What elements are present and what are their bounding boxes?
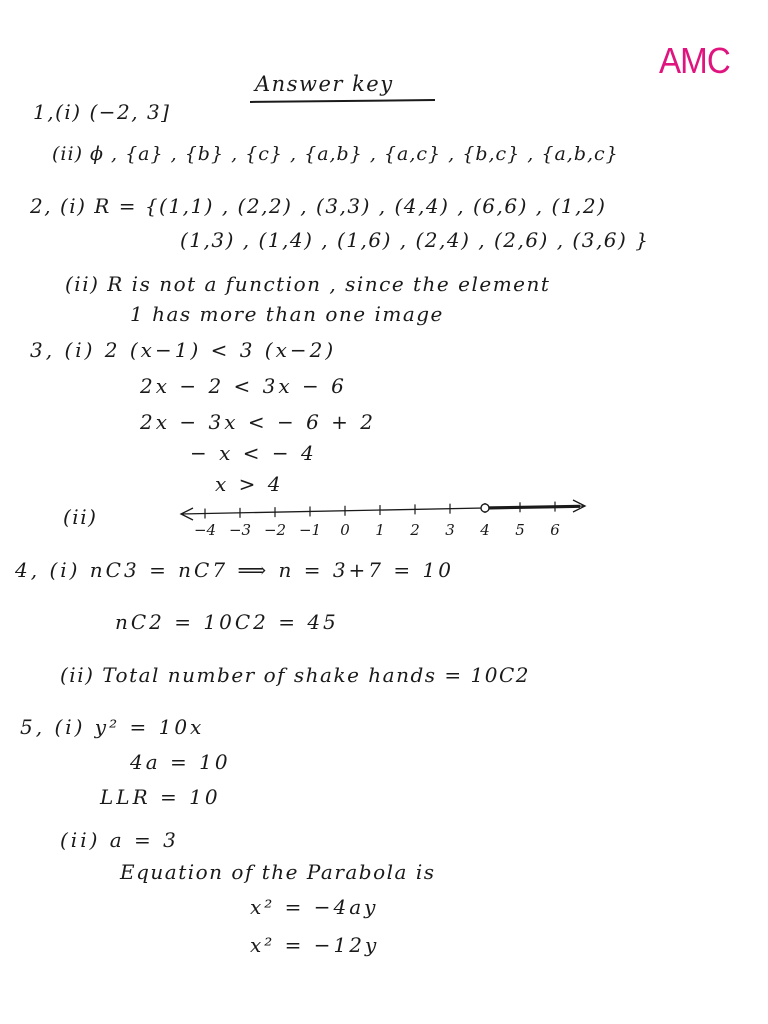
open-circle-marker [481, 504, 489, 512]
answer-5-ii-line4: x² = −12y [250, 933, 380, 957]
answer-3-ii-label: (ii) [63, 505, 98, 529]
answer-2-i-line1: 2, (i) R = {(1,1) , (2,2) , (3,3) , (4,4) , (6,6) , (1,2) [30, 194, 607, 218]
number-line-tick-label: 6 [550, 521, 560, 539]
answer-3-i-step5: x > 4 [215, 472, 284, 496]
amc-logo: AMC [659, 40, 730, 81]
number-line-tick-label: 0 [340, 521, 350, 539]
answer-2-i-line2: (1,3) , (1,4) , (1,6) , (2,4) , (2,6) , (3,6) } [180, 228, 650, 252]
number-line-tick-label: 1 [375, 521, 385, 539]
number-line-tick-label: 4 [480, 521, 490, 539]
answer-3-i-step2: 2x − 2 < 3x − 6 [140, 374, 347, 398]
answer-2-ii-line1: (ii) R is not a function , since the element [65, 272, 551, 296]
answer-4-i-line1: 4, (i) nC3 = nC7 ⟹ n = 3+7 = 10 [15, 558, 454, 582]
page-title: Answer key [255, 72, 394, 96]
answer-3-i-step1: 3, (i) 2 (x−1) < 3 (x−2) [30, 338, 337, 362]
number-line-tick-label: 3 [445, 521, 455, 539]
solution-ray [485, 506, 580, 508]
number-line-tick-label: −4 [193, 521, 217, 539]
title-underline [250, 99, 435, 102]
answer-1-i: 1,(i) (−2, 3] [33, 100, 171, 124]
answer-1-ii: (ii) ϕ , {a} , {b} , {c} , {a,b} , {a,c} , {b,c} , {a,b,c} [52, 143, 619, 165]
answer-5-i-line3: LLR = 10 [100, 785, 221, 809]
answer-4-ii: (ii) Total number of shake hands = 10C2 [60, 663, 530, 687]
answer-2-ii-line2: 1 has more than one image [130, 302, 444, 326]
number-line-tick-label: −3 [228, 521, 252, 539]
answer-4-i-line2: nC2 = 10C2 = 45 [115, 610, 339, 634]
answer-5-ii-line1: (ii) a = 3 [60, 828, 179, 852]
answer-5-i-line1: 5, (i) y² = 10x [20, 715, 205, 739]
answer-5-i-line2: 4a = 10 [130, 750, 231, 774]
answer-3-i-step4: − x < − 4 [190, 441, 317, 465]
number-line-tick-label: 5 [515, 521, 525, 539]
answer-5-ii-line3: x² = −4ay [250, 895, 379, 919]
answer-3-i-step3: 2x − 3x < − 6 + 2 [140, 410, 376, 434]
number-line-tick-label: −2 [263, 521, 287, 539]
answer-5-ii-line2: Equation of the Parabola is [120, 860, 436, 884]
number-line-tick-label: 2 [410, 521, 420, 539]
number-line-tick-label: −1 [298, 521, 322, 539]
number-line [175, 492, 595, 542]
